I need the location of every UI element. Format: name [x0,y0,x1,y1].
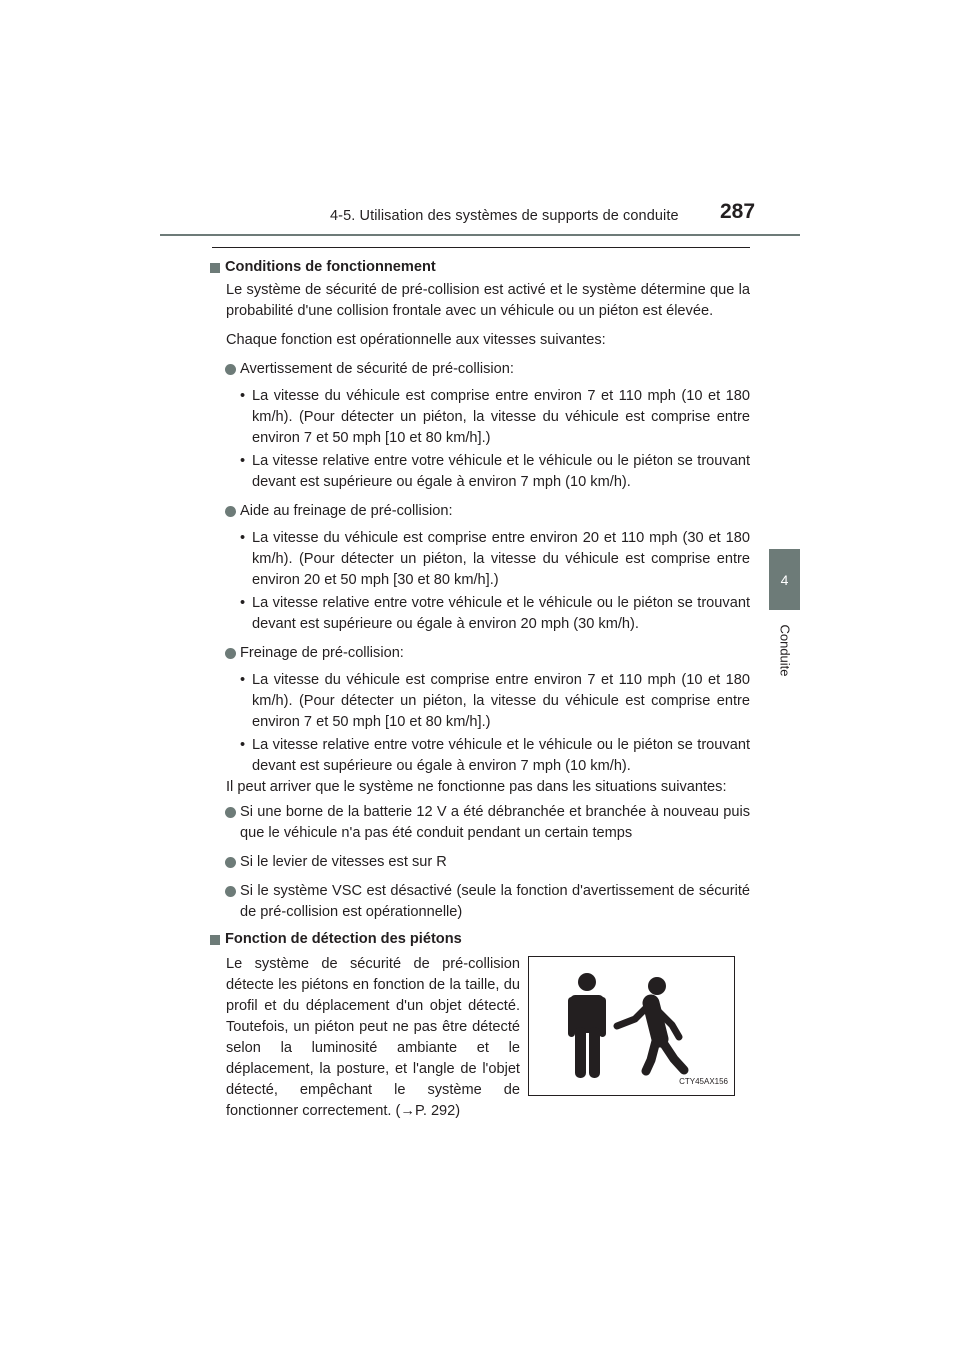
round-bullet-icon [225,364,236,375]
chapter-tab[interactable] [769,549,800,610]
not-working-battery: Si une borne de la batterie 12 V a été débranchée et branchée à nouveau puis que le véhicule n'a pas été conduit pendant un certain temps [210,802,750,844]
list-item: • La vitesse du véhicule est comprise entre environ 7 et 110 mph (10 et 180 km/h). (Pour détecter un piéton, la vitesse du véhicule est comprise entre environ 7 et 50 mph [10 et 80 km/h].) [240,672,750,730]
section-title: 4-5. Utilisation des systèmes de supports de conduite [330,208,679,224]
pedestrian-paragraph: Le système de sécurité de pré-collision détecte les piétons en fonction de la taille, du profil et du déplacement d'un objet détecté. Toutefois, un piéton peut ne pas être détecté selon la luminosité ambiante et le déplacement, la posture, et l'angle de l'objet détecté, empêchant le système de fonctionner correctement. (→P. 292) [226,956,520,1119]
not-working-intro: Il peut arriver que le système ne fonctionne pas dans les situations suivantes: [226,779,727,795]
content-rule [212,247,750,248]
list-item: • La vitesse du véhicule est comprise entre environ 20 et 110 mph (30 et 180 km/h). (Pour détecter un piéton, la vitesse du véhicule est comprise entre environ 20 et 50 mph [30 et 80 km/h].) [240,530,750,588]
page-content [210,257,750,1137]
header-rule [160,234,800,236]
list-item: • La vitesse relative entre votre véhicule et le véhicule ou le piéton se trouvant devant est supérieure ou égale à environ 7 mph (10 km/h). [240,737,750,774]
intro-paragraph: Le système de sécurité de pré-collision est activé et le système détermine que la probabilité d'une collision frontale avec un véhicule ou un piéton est élevée. [226,282,750,319]
function-braking-conditions [210,670,750,777]
function-braking: Freinage de pré-collision: [210,643,750,664]
function-brake-assist-conditions [210,528,750,635]
round-bullet-icon [225,506,236,517]
list-item: • La vitesse relative entre votre véhicule et le véhicule ou le piéton se trouvant devant est supérieure ou égale à environ 7 mph (10 km/h). [240,453,750,490]
pedestrian-section [210,954,750,1122]
pedestrian-figure [528,956,735,1096]
round-bullet-icon [225,807,236,818]
square-bullet-icon [210,935,220,945]
round-bullet-icon [225,886,236,897]
list-item: • La vitesse relative entre votre véhicule et le véhicule ou le piéton se trouvant devant est supérieure ou égale à environ 20 mph (30 km/h). [240,595,750,632]
function-warning: Avertissement de sécurité de pré-collision: [210,359,750,380]
chapter-label: Conduite [777,623,793,677]
round-bullet-icon [225,857,236,868]
function-warning-conditions [210,386,750,493]
heading-conditions: Conditions de fonctionnement [210,257,750,278]
page-number: 287 [720,200,756,223]
square-bullet-icon [210,263,220,273]
not-working-vsc: Si le système VSC est désactivé (seule la fonction d'avertissement de sécurité de pré-collision est opérationnelle) [210,881,750,923]
round-bullet-icon [225,648,236,659]
function-brake-assist: Aide au freinage de pré-collision: [210,501,750,522]
heading-pedestrian: Fonction de détection des piétons [210,929,750,950]
not-working-reverse: Si le levier de vitesses est sur R [210,852,750,873]
chapter-number: 4 [780,571,789,588]
figure-code: CTY45AX156 [679,1077,728,1086]
list-item: • La vitesse du véhicule est comprise entre environ 7 et 110 mph (10 et 180 km/h). (Pour détecter un piéton, la vitesse du véhicule est comprise entre environ 7 et 50 mph [10 et 80 km/h].) [240,388,750,446]
speeds-intro: Chaque fonction est opérationnelle aux vitesses suivantes: [226,332,606,348]
